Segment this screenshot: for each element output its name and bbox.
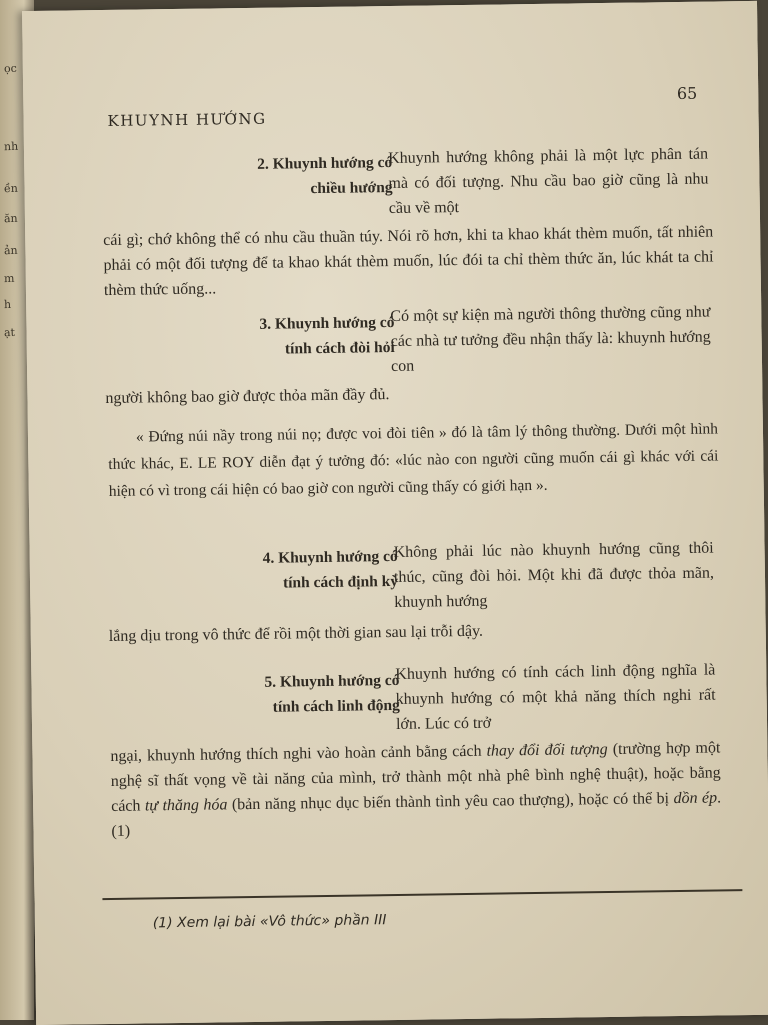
heading-line: 3. Khuynh hướng có <box>259 313 395 333</box>
heading-line: 5. Khuynh hướng có <box>264 671 400 691</box>
section-heading <box>174 310 395 363</box>
emphasis-text: dồn ép <box>673 789 718 808</box>
running-title: KHUYNH HƯỚNG <box>107 109 267 130</box>
heading-line: tính cách linh động <box>272 696 400 716</box>
left-page-fragment: h <box>3 297 12 312</box>
left-page-fragment: ạt <box>3 325 16 340</box>
section-heading <box>178 544 399 597</box>
page-header <box>107 83 698 136</box>
quote-paragraph <box>108 415 719 505</box>
heading-line: 2. Khuynh hướng có <box>257 153 393 173</box>
heading-line: 4. Khuynh hướng có <box>262 547 398 567</box>
page-number: 65 <box>676 83 698 103</box>
heading-line: tính cách định kỳ <box>282 572 399 592</box>
left-page-fragment: m <box>3 271 15 286</box>
section-lead-text: Khuynh hướng có tính cách linh động nghĩa là khuynh hướng có một khả năng thích nghi rất lớn. Lúc có trở <box>395 661 716 733</box>
section-5 <box>109 658 722 840</box>
left-page-fragment: ản <box>3 243 18 258</box>
section-heading <box>172 150 393 203</box>
footnote: (1) Xem lại bài «Vô thức» phần III <box>152 912 387 932</box>
section-body-text <box>110 735 721 844</box>
footnote-divider <box>102 889 742 900</box>
heading-line: tính cách đòi hỏi <box>284 338 395 358</box>
body-run: ngại, khuynh hướng thích nghi vào hoàn cảnh bằng cách <box>110 742 487 765</box>
section-body-text: cái gì; chớ không thể có nhu cầu thuần túy. Nói rõ hơn, khi ta khao khát thèm muốn, tất nhiên phải có một đối tượng để ta khao khát thèm muốn, lúc đói ta chỉ thèm thức ăn, lúc khát ta chỉ thèm thức uống... <box>103 223 714 300</box>
quote-text: « Đứng núi nầy trong núi nọ; được voi đòi tiên » đó là tâm lý thông thường. Dưới một hình thức khác, E. LE ROY diễn đạt ý tưởng đó: «lúc nào con người cũng muốn cái gì khác với cái hiện có vì trong cái hiện có bao giờ con người cũng thấy có giới hạn ». <box>108 420 719 500</box>
emphasis-text: tự thăng hóa <box>144 796 228 815</box>
emphasis-text: thay đổi đối tượng <box>486 741 608 760</box>
section-4 <box>107 536 715 645</box>
section-body-text: người không bao giờ được thỏa mãn đầy đủ. <box>105 386 390 408</box>
section-2 <box>102 142 714 300</box>
left-page-fragment: nh <box>3 139 19 154</box>
left-page-fragment: ền <box>3 181 19 196</box>
heading-line: chiều hướng <box>310 178 393 198</box>
section-lead-text: Khuynh hướng không phải là một lực phân tán mà có đối tượng. Nhu cầu bao giờ cũng là nhu cầu về một <box>388 145 709 218</box>
section-heading <box>179 668 400 721</box>
section-lead-text: Không phải lúc nào khuynh hướng cũng thôi thúc, cũng đòi hỏi. Một khi đã được thỏa mãn, khuynh hướng <box>393 539 715 611</box>
book-page <box>22 1 768 1025</box>
body-run: . (1) <box>111 789 722 840</box>
body-run: (bản năng nhục dục biến thành tình yêu cao thượng), hoặc có thể bị <box>227 790 674 814</box>
left-page-fragment: ăn <box>3 211 18 226</box>
body-run: (trường hợp một nghệ sĩ thất vọng về tài năng của mình, trở thành một nhà phê bình nghệ thuật), hoặc bằng cách <box>110 739 721 815</box>
left-page-fragment: ọc <box>3 61 18 76</box>
section-lead-text: Có một sự kiện mà người thông thường cũng như các nhà tư tưởng đều nhận thấy là: khuynh hướng con <box>390 303 711 376</box>
section-body-text: lắng dịu trong vô thức để rồi một thời gian sau lại trỗi dậy. <box>108 622 484 645</box>
